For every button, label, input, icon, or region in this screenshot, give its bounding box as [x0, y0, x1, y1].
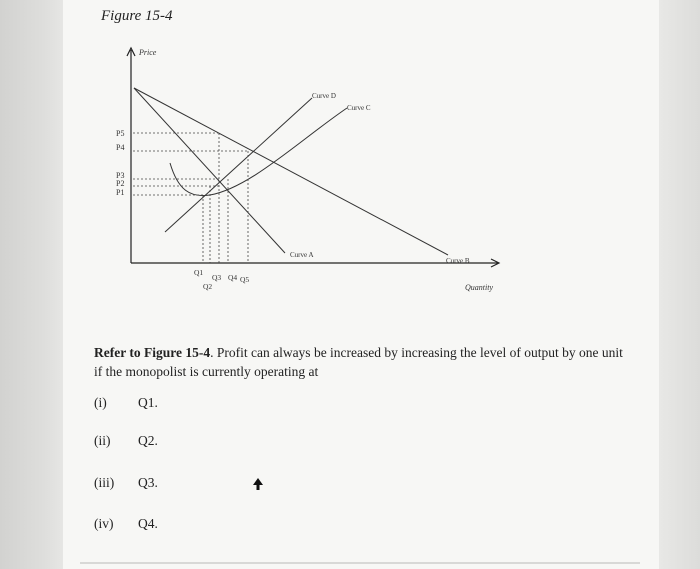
option-number: (ii) [94, 433, 111, 448]
option-text: Q2. [138, 433, 158, 448]
quantity-label-q2: Q2 [203, 282, 213, 291]
option-number: (iii) [94, 475, 115, 490]
curve-label-a: Curve A [290, 251, 314, 259]
page-divider [80, 562, 640, 564]
price-label-p3: P3 [116, 171, 125, 180]
mouse-cursor-icon [252, 477, 264, 491]
figure-title: Figure 15-4 [101, 8, 173, 24]
quantity-label-q5: Q5 [240, 275, 250, 284]
figure-reference: Refer to Figure 15-4 [94, 345, 211, 360]
y-axis-label: Price [139, 48, 157, 57]
question-body: . Profit can always be increased by increasing the level of output by one unit if the monopolist is currently operating at [94, 345, 623, 379]
quantity-label-q1: Q1 [194, 268, 204, 277]
question-text [94, 343, 624, 381]
price-label-p4: P4 [116, 143, 125, 152]
option-number: (i) [94, 395, 107, 410]
curve-label-b: Curve B [446, 257, 470, 265]
curve-d-line [165, 98, 312, 232]
curve-b-line [134, 88, 448, 255]
quantity-label-q4: Q4 [228, 273, 238, 282]
option-number: (iv) [94, 516, 114, 531]
price-label-p1: P1 [116, 188, 125, 197]
option-text: Q4. [138, 516, 158, 531]
curve-label-d: Curve D [312, 92, 336, 100]
option-text: Q1. [138, 395, 158, 410]
option-text: Q3. [138, 475, 158, 490]
price-label-p5: P5 [116, 129, 125, 138]
curve-label-c: Curve C [347, 104, 371, 112]
quantity-label-q3: Q3 [212, 273, 222, 282]
price-label-p2: P2 [116, 179, 125, 188]
x-axis-label: Quantity [465, 283, 493, 292]
dashed-guides [133, 133, 248, 263]
